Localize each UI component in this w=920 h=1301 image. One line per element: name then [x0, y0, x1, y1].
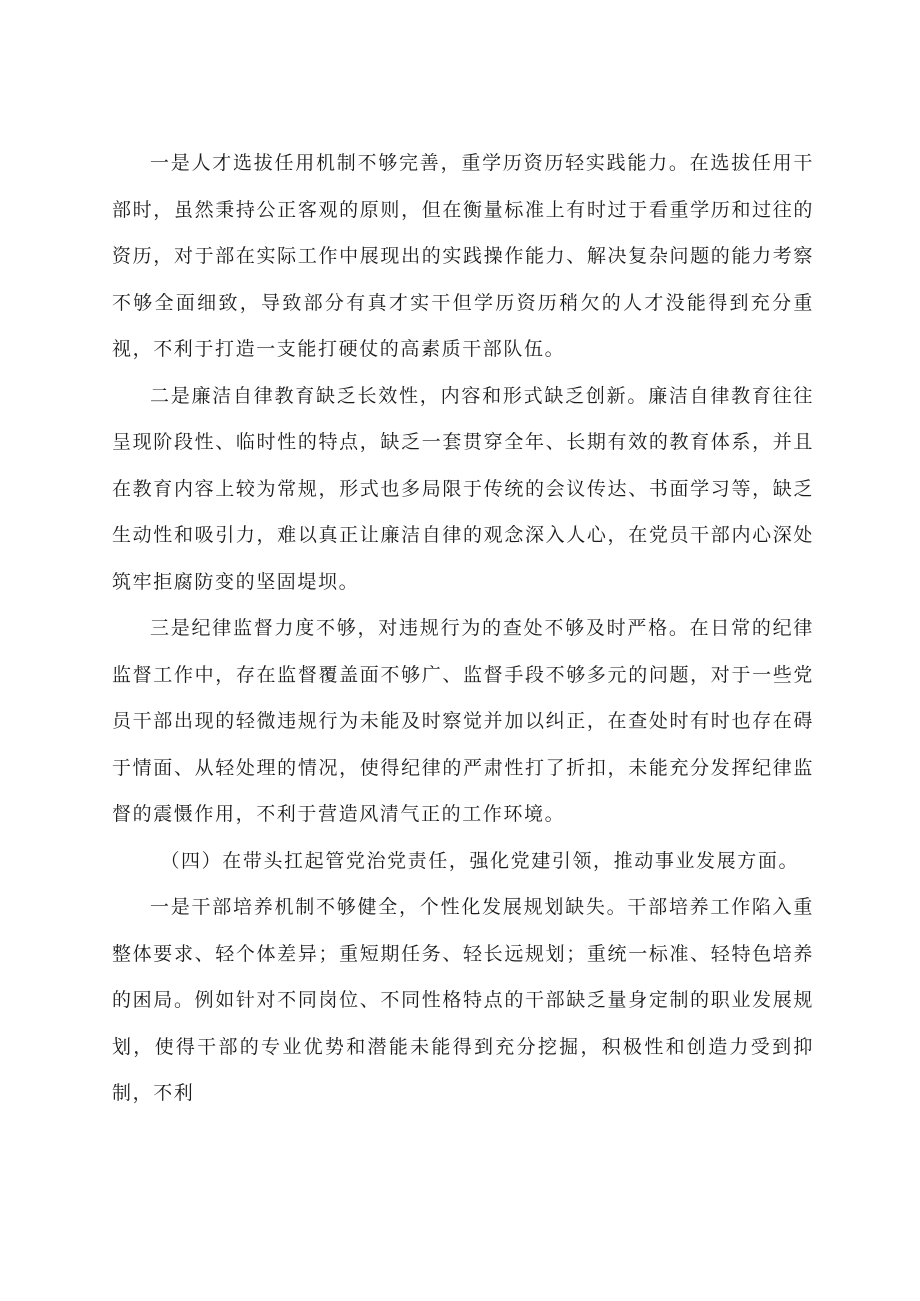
paragraph-integrity-education: 二是廉洁自律教育缺乏长效性，内容和形式缺乏创新。廉洁自律教育往往呈现阶段性、临时性的特点，缺乏一套贯穿全年、长期有效的教育体系，并且在教育内容上较为常规，形式也多局限于传统的会议传达、书面学习等，缺乏生动性和吸引力，难以真正让廉洁自律的观念深入人心，在党员干部内心深处筑牢拒腐防变的坚固堤坝。: [112, 384, 814, 593]
section-heading-four: （四）在带头扛起管党治党责任，强化党建引领，推动事业发展方面。: [160, 849, 800, 872]
document-body: [112, 140, 814, 1117]
paragraph-discipline-supervision: 三是纪律监督力度不够，对违规行为的查处不够及时严格。在日常的纪律监督工作中，存在监督覆盖面不够广、监督手段不够多元的问题，对于一些党员干部出现的轻微违规行为未能及时察觉并加以纠正，在查处时有时也存在碍于情面、从轻处理的情况，使得纪律的严肃性打了折扣，未能充分发挥纪律监督的震慑作用，不利于营造风清气正的工作环境。: [112, 617, 814, 825]
paragraph-talent-selection: 一是人才选拔任用机制不够完善，重学历资历轻实践能力。在选拔任用干部时，虽然秉持公正客观的原则，但在衡量标准上有时过于看重学历和过往的资历，对于部在实际工作中展现出的实践操作能力、解决复杂问题的能力考察不够全面细致，导致部分有真才实干但学历资历稍欠的人才没能得到充分重视，不利于打造一支能打硬仗的高素质干部队伍。: [112, 152, 814, 360]
paragraph-cadre-training: 一是干部培养机制不够健全，个性化发展规划缺失。干部培养工作陷入重整体要求、轻个体差异；重短期任务、轻长远规划；重统一标准、轻特色培养的困局。例如针对不同岗位、不同性格特点的干部缺乏量身定制的职业发展规划，使得干部的专业优势和潜能未能得到充分挖掘，积极性和创造力受到抑制，不利: [112, 896, 814, 1104]
